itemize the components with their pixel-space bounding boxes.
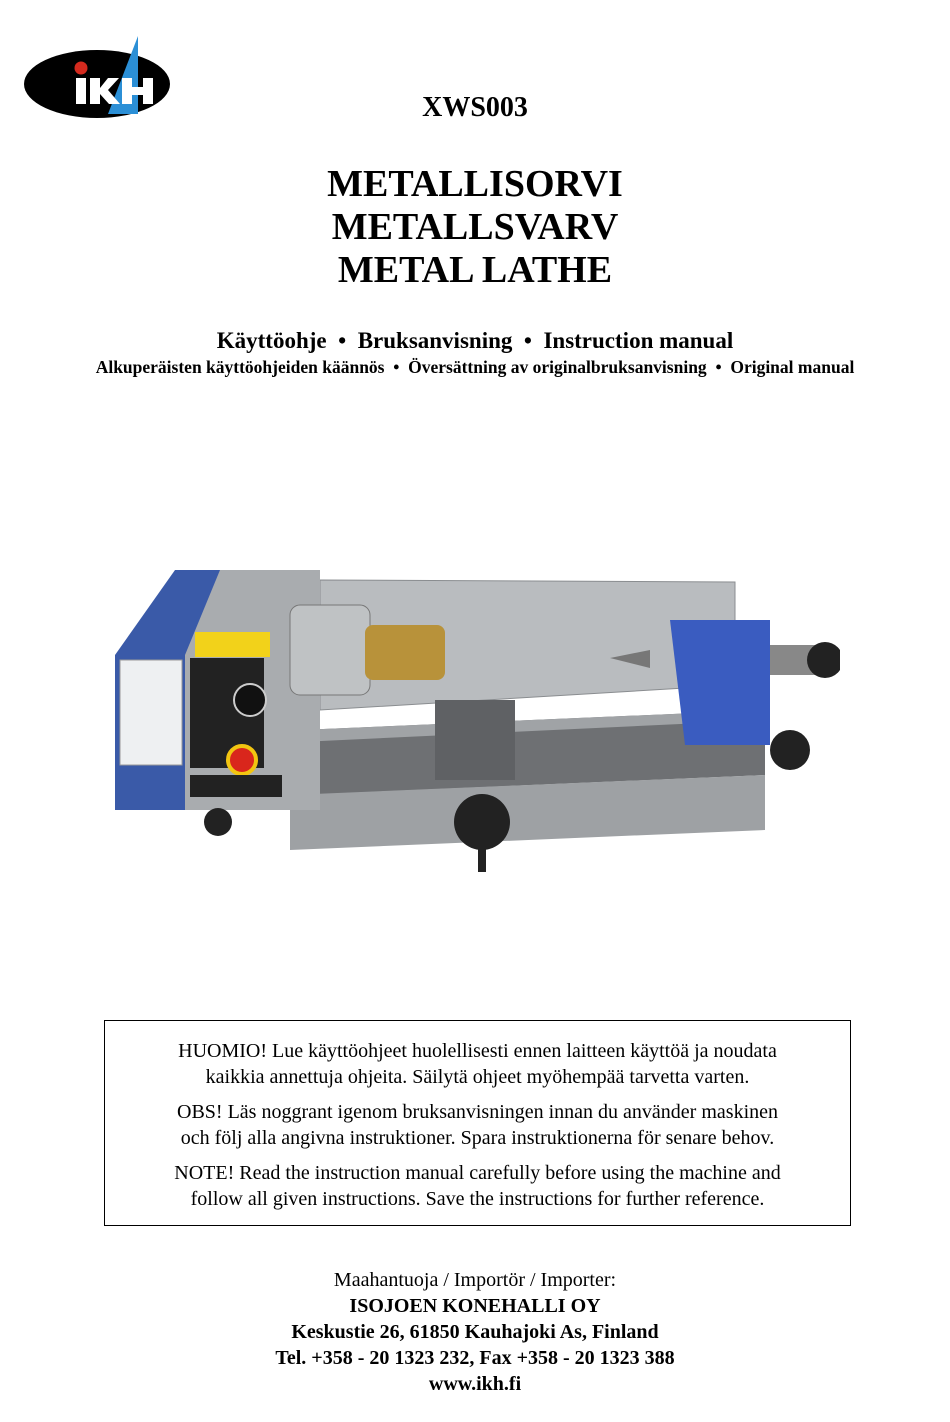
model-number: XWS003	[422, 92, 528, 123]
translation-note-fi: Alkuperäisten käyttöohjeiden käännös	[95, 357, 385, 377]
title-finnish: METALLISORVI	[327, 163, 623, 205]
bullet: •	[523, 328, 532, 353]
translation-note-en: Original manual	[730, 357, 855, 377]
notice-english: NOTE! Read the instruction manual carefully before using the machine and follow all given instructions. Save the instructions for further reference.	[174, 1162, 781, 1210]
manual-type-sv: Bruksanvisning	[357, 328, 513, 353]
company-phone: Tel. +358 - 20 1323 232, Fax +358 - 20 1323 388	[275, 1347, 675, 1369]
lathe-photo	[110, 560, 840, 890]
importer-info	[0, 1267, 950, 1397]
manual-type	[0, 328, 950, 354]
bullet: •	[393, 357, 400, 377]
translation-note	[0, 357, 950, 378]
notice-finnish: HUOMIO! Lue käyttöohjeet huolellisesti ennen laitteen käyttöä ja noudata kaikkia annettuja ohjeita. Säilytä ohjeet myöhempää tarvetta varten.	[178, 1040, 777, 1088]
manual-type-en: Instruction manual	[543, 328, 734, 353]
bullet: •	[715, 357, 722, 377]
notice-swedish: OBS! Läs noggrant igenom bruksanvisningen innan du använder maskinen och följ alla angivna instruktioner. Spara instruktionerna för senare behov.	[177, 1101, 778, 1149]
company-name: ISOJOEN KONEHALLI OY	[349, 1295, 601, 1317]
importer-label: Maahantuoja / Importör / Importer:	[333, 1269, 617, 1291]
product-titles	[0, 163, 950, 292]
company-website[interactable]: www.ikh.fi	[428, 1373, 522, 1395]
safety-notice-box	[104, 1020, 851, 1226]
translation-note-sv: Översättning av originalbruksanvisning	[408, 357, 707, 377]
bullet: •	[338, 328, 347, 353]
title-swedish: METALLSVARV	[331, 206, 619, 248]
title-english: METAL LATHE	[337, 249, 613, 291]
company-address: Keskustie 26, 61850 Kauhajoki As, Finland	[291, 1321, 659, 1343]
manual-type-fi: Käyttöohje	[216, 328, 327, 353]
